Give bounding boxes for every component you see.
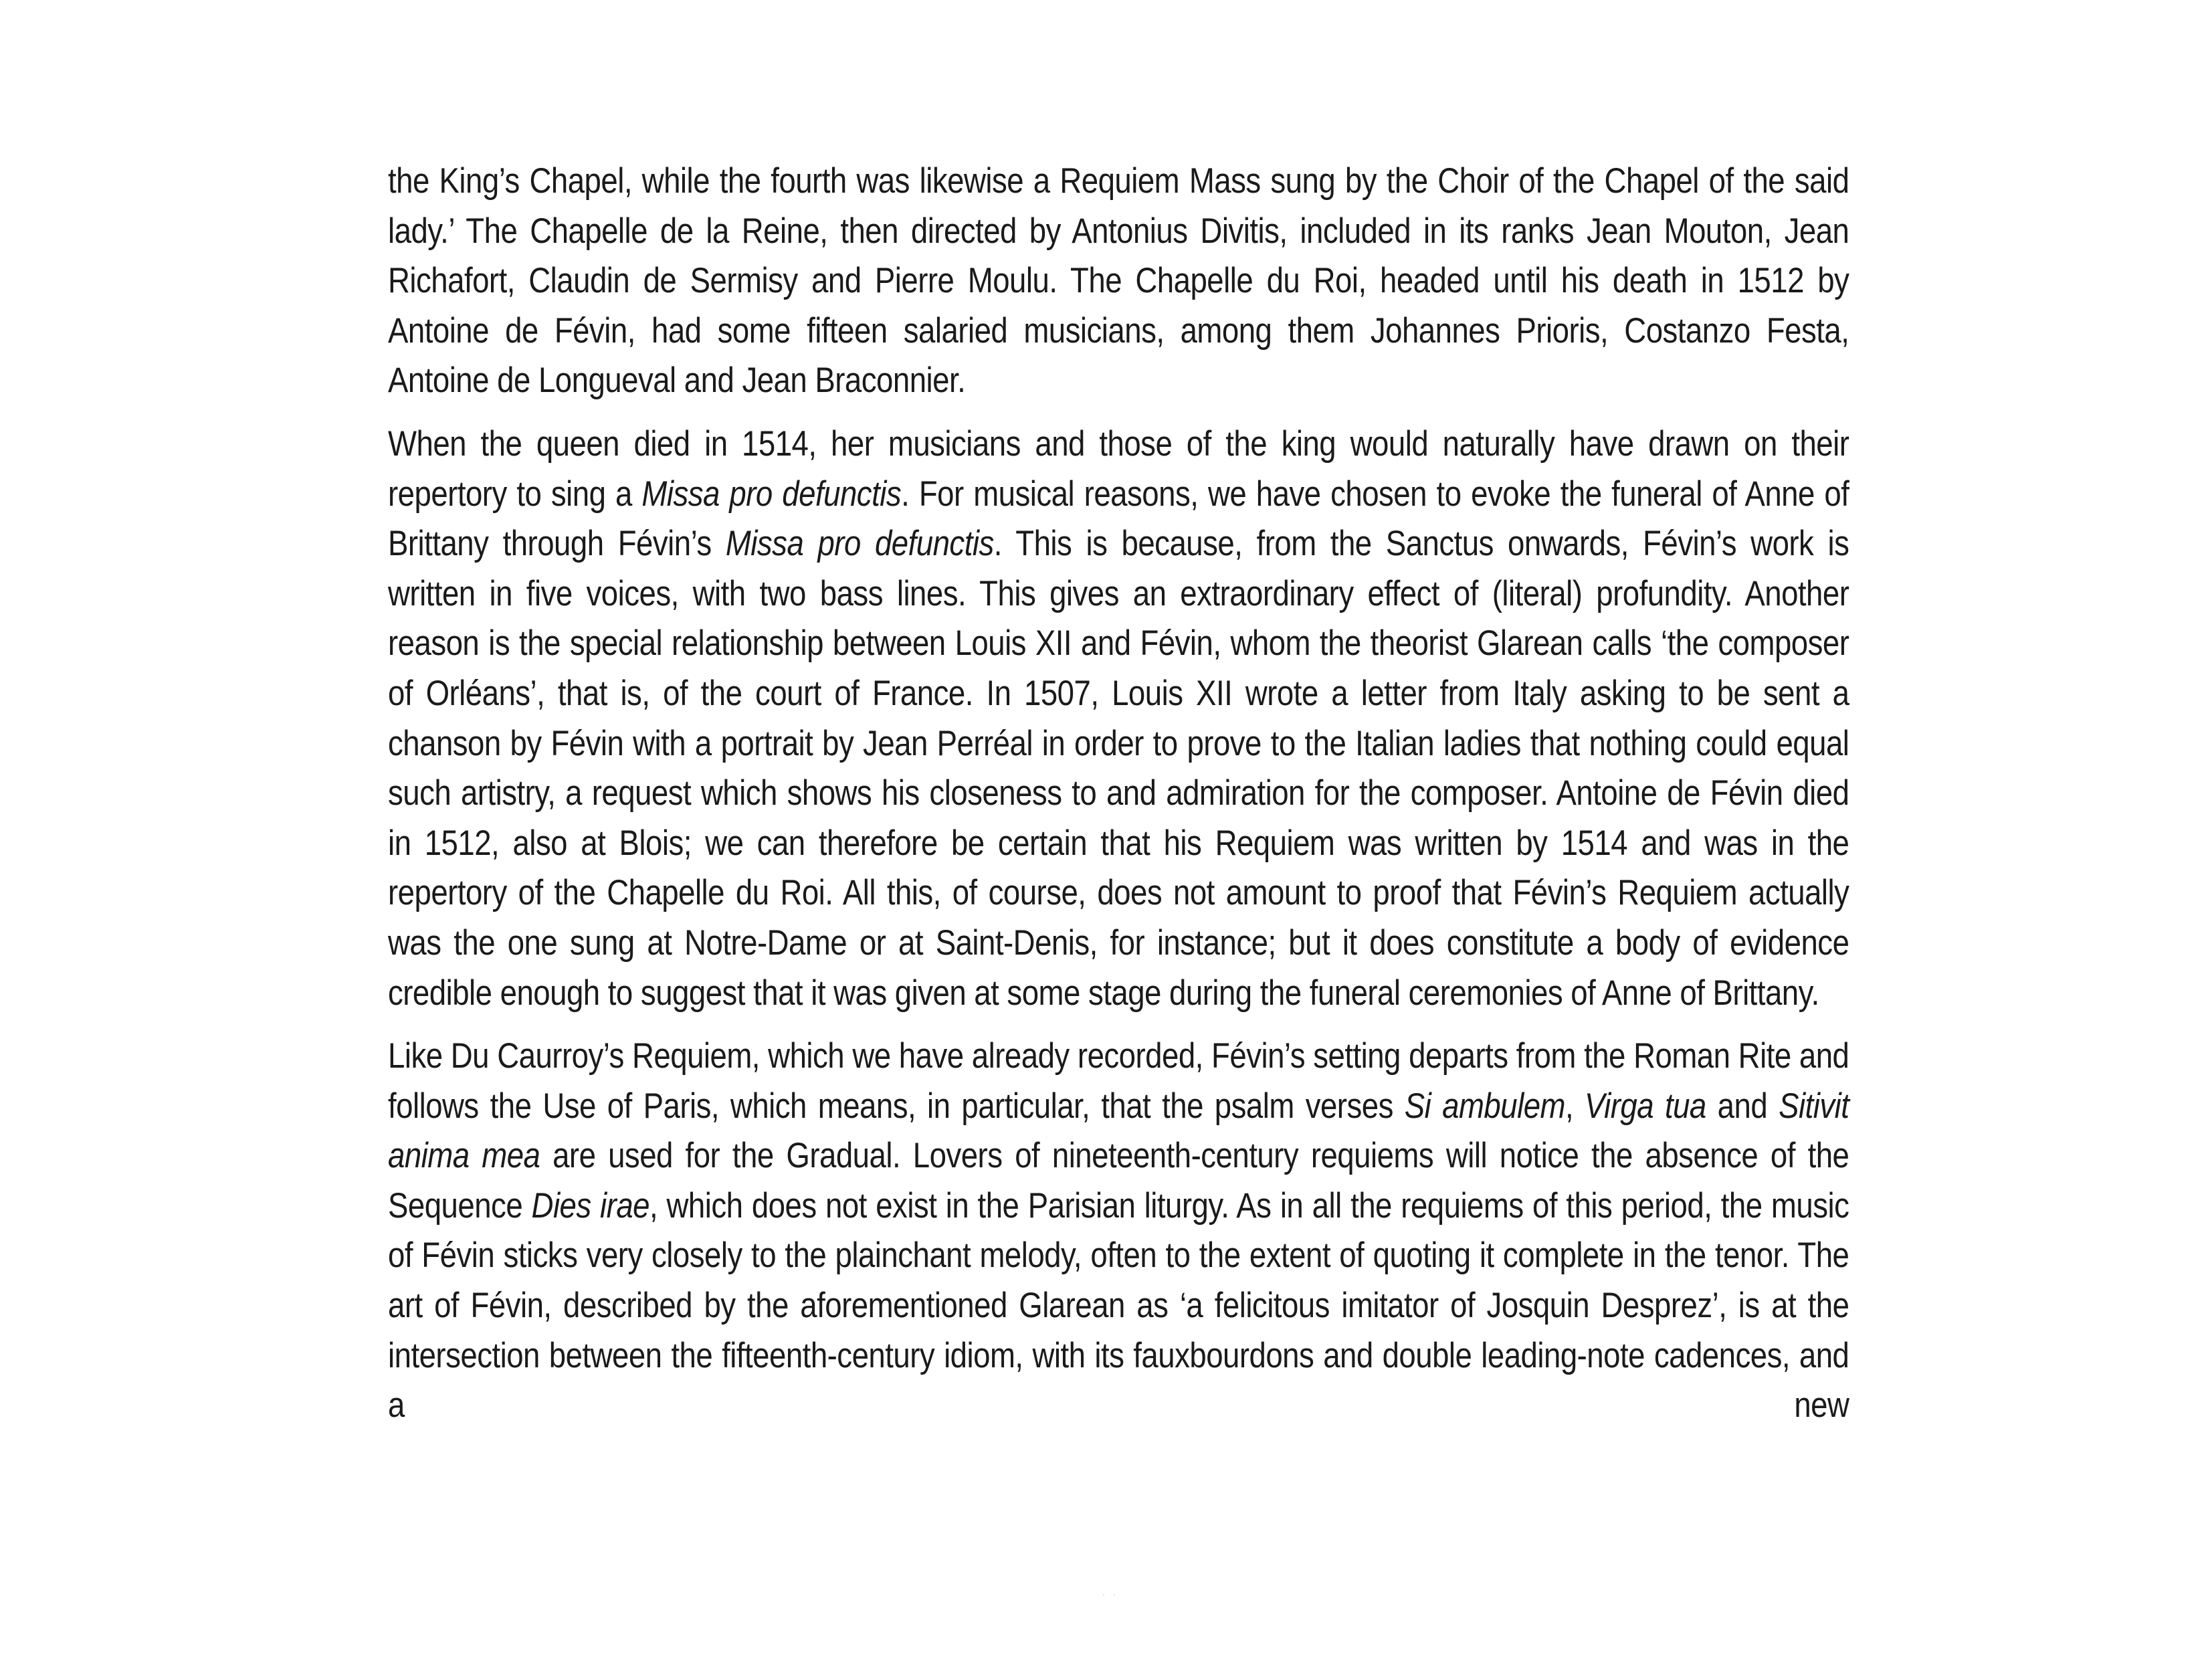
work-title: Missa pro defunctis bbox=[641, 474, 902, 514]
paragraph bbox=[388, 157, 1849, 406]
latin-term: Virga tua bbox=[1585, 1086, 1706, 1126]
paragraph-text: . This is because, from the Sanctus onwards, Févin’s work is written in five voices, with two bass lines. This gives an extraordinary effect of (literal) profundity. Another reason is the special relationship between Louis XII and Févin, whom the theorist Glarean calls ‘the composer of Orléans’, that is, of the court of France. In 1507, Louis XII wrote a letter from Italy asking to be sent a chanson by Févin with a portrait by Jean Perréal in order to prove to the Italian ladies that nothing could equal such artistry, a request which shows his closeness to and admiration for the composer. Antoine de Févin died in 1512, also at Blois; we can therefore be certain that his Requiem was written by 1514 and was in the repertory of the Chapelle du Roi. All this, of course, does not amount to proof that Févin’s Requiem actually was the one sung at Notre-Dame or at Saint-Denis, for instance; but it does constitute a body of evidence credible enough to suggest that it was given at some stage during the funeral ceremonies of Anne of Brittany. bbox=[388, 524, 1849, 1013]
paragraph-text: . For musical reasons, we have chosen to evoke the funeral of Anne of Brittany through Févin’s bbox=[388, 474, 1849, 564]
paragraph-text: and bbox=[1706, 1086, 1779, 1126]
paragraph-text: are used for the Gradual. Lovers of nineteenth-century requiems will notice the absence of the Sequence bbox=[388, 1136, 1849, 1226]
page-number: . . bbox=[1102, 1587, 1118, 1597]
paragraph-text: , which does not exist in the Parisian liturgy. As in all the requiems of this period, the music of Févin sticks very closely to the plainchant melody, often to the extent of quoting it complete in the tenor. The art of Févin, described by the aforementioned Glarean as ‘a felicitous imitator of Josquin Desprez’, is at the intersection between the fifteenth-century idiom, with its fauxbourdons and double leading-note cadences, and a new bbox=[388, 1185, 1849, 1426]
paragraph-text: the King’s Chapel, while the fourth was likewise a Requiem Mass sung by the Choir of the Chapel of the said lady.’ The Chapelle de la Reine, then directed by Antonius Divitis, included in its ranks Jean Mouton, Jean Richafort, Claudin de Sermisy and Pierre Moulu. The Chapelle du Roi, headed until his death in 1512 by Antoine de Févin, had some fifteen salaried musicians, among them Johannes Prioris, Costanzo Festa, Antoine de Longueval and Jean Braconnier. bbox=[388, 161, 1849, 401]
paragraph-text: , bbox=[1565, 1086, 1585, 1126]
paragraph bbox=[388, 419, 1849, 1018]
latin-term: Sitivit anima mea bbox=[388, 1086, 1849, 1176]
paragraph-text: When the queen died in 1514, her musicians and those of the king would naturally have drawn on their repertory to sing a bbox=[388, 423, 1849, 514]
latin-term: Dies irae bbox=[531, 1185, 649, 1226]
latin-term: Si ambulem bbox=[1404, 1086, 1566, 1126]
paragraph-text: Like Du Caurroy’s Requiem, which we have already recorded, Févin’s setting departs from the Roman Rite and follows the Use of Paris, which means, in particular, that the psalm verses bbox=[388, 1036, 1849, 1126]
body-text bbox=[388, 157, 1849, 1444]
work-title: Missa pro defunctis bbox=[725, 524, 994, 564]
paragraph bbox=[388, 1032, 1849, 1431]
